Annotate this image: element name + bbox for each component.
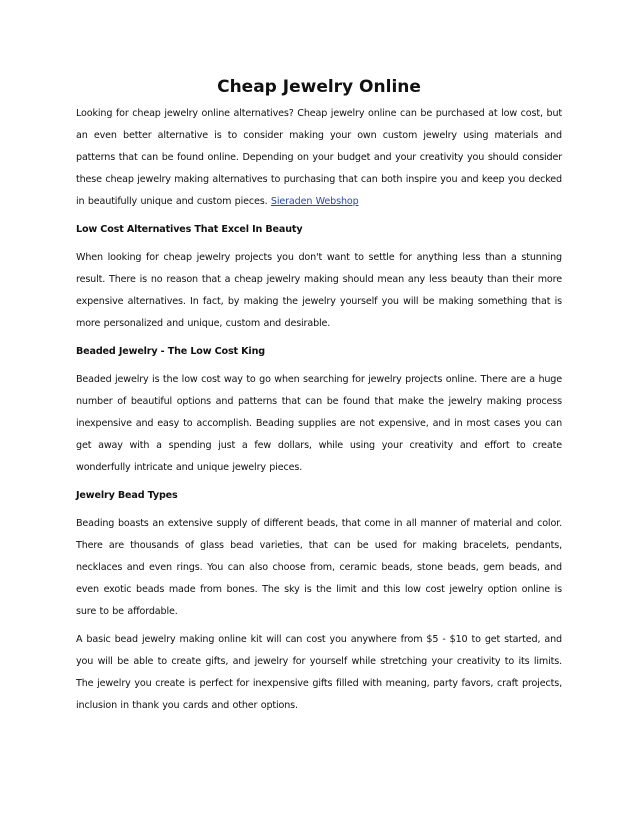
- section-heading-beaded-jewelry: Beaded Jewelry - The Low Cost King: [76, 346, 265, 357]
- intro-text: Looking for cheap jewelry online alternatives? Cheap jewelry online can be purchased at low cost, but an even better alternative is to consider making your own custom jewelry using materials and patterns that can be found online. Depending on your budget and your creativity you should consider these cheap jewelry making alternatives to purchasing that can both inspire you and keep you decked in beautifully unique and custom pieces.: [76, 108, 562, 207]
- section-heading-bead-types: Jewelry Bead Types: [76, 490, 178, 501]
- section-paragraph-low-cost: When looking for cheap jewelry projects you don't want to settle for anything less than a stunning result. There is no reason that a cheap jewelry making should mean any less beauty than their more expensive alternatives. In fact, by making the jewelry yourself you will be making something that is more personalized and unique, custom and desirable.: [76, 252, 562, 329]
- section-paragraph-beaded-jewelry: Beaded jewelry is the low cost way to go when searching for jewelry projects online. There are a huge number of beautiful options and patterns that can be found that make the jewelry making process inexpensive and easy to accomplish. Beading supplies are not expensive, and in most cases you can get away with a spending just a few dollars, while using your creativity and effort to create wonderfully intricate and unique jewelry pieces.: [76, 374, 562, 473]
- page-title: Cheap Jewelry Online: [217, 77, 421, 97]
- intro-paragraph: [76, 103, 562, 213]
- section-paragraph-bead-types-1: Beading boasts an extensive supply of different beads, that come in all manner of material and color. There are thousands of glass bead varieties, that can be used for making bracelets, pendants, necklaces and even rings. You can also choose from, ceramic beads, stone beads, gem beads, and even exotic beads made from bones. The sky is the limit and this low cost jewelry option online is sure to be affordable.: [76, 518, 562, 617]
- section-heading-low-cost: Low Cost Alternatives That Excel In Beauty: [76, 224, 303, 235]
- sieraden-webshop-link[interactable]: Sieraden Webshop: [270, 196, 359, 207]
- section-paragraph-bead-types-2: A basic bead jewelry making online kit will can cost you anywhere from $5 - $10 to get started, and you will be able to create gifts, and jewelry for yourself while stretching your creativity to its limits. The jewelry you create is perfect for inexpensive gifts filled with meaning, party favors, craft projects, inclusion in thank you cards and other options.: [76, 634, 562, 711]
